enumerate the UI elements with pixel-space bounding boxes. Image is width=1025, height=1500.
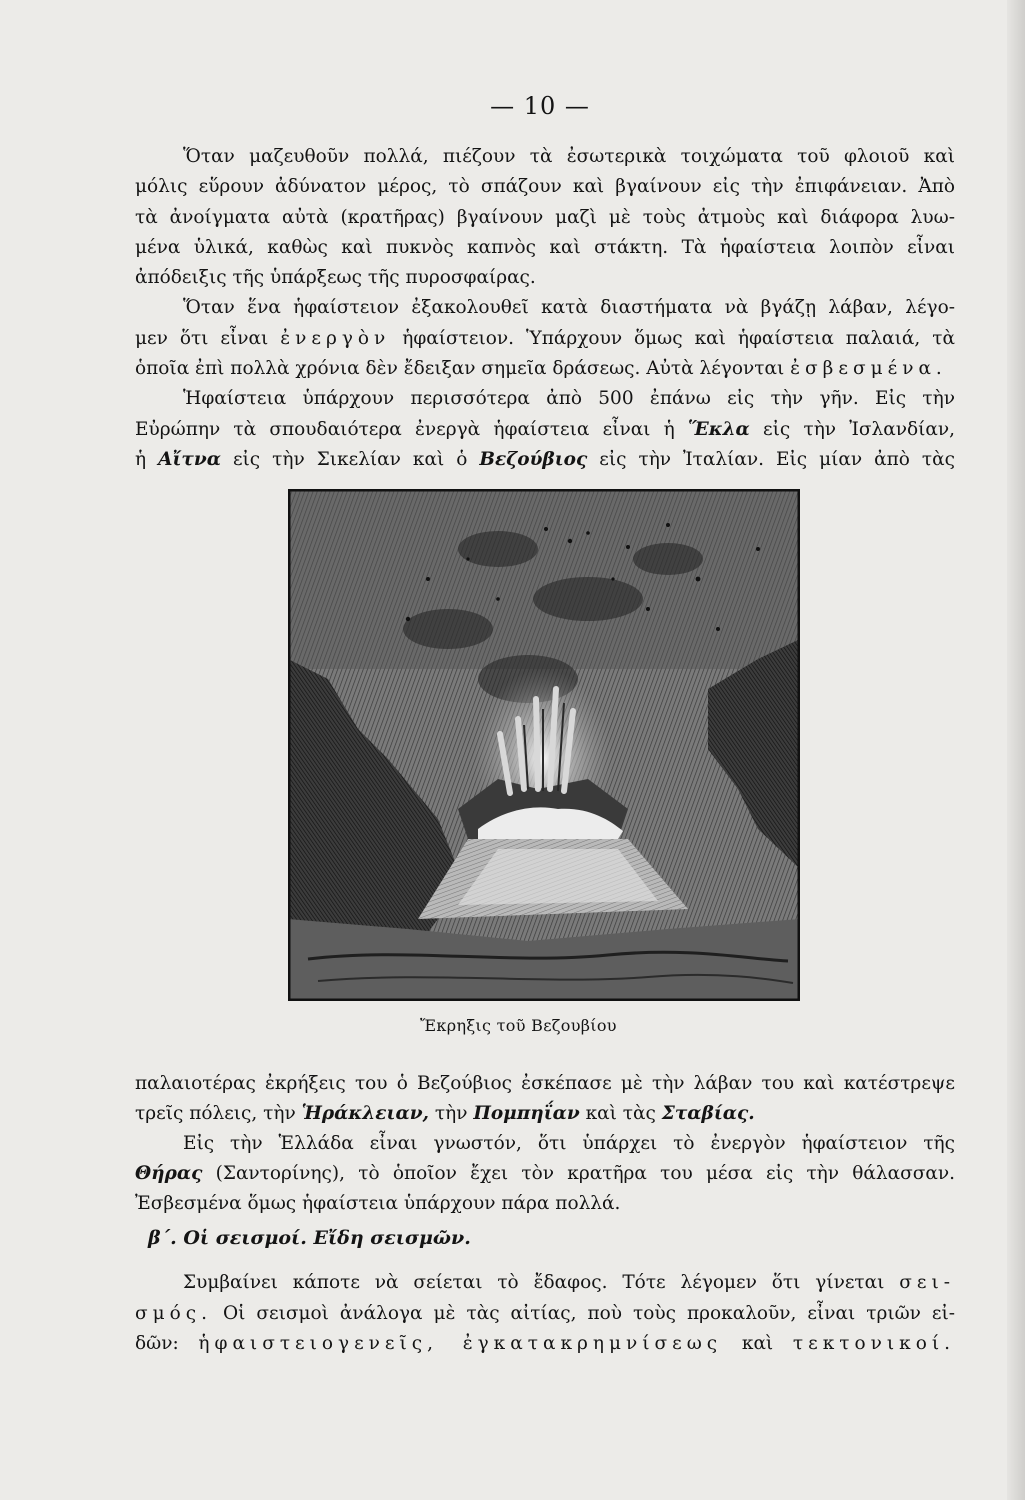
vesuvius-eruption-engraving (288, 489, 800, 1001)
term-earthquake-types: ἡφαιστειογενεῖς, ἐγκατακρημνίσεως (198, 1333, 723, 1354)
text-line (135, 1329, 955, 1360)
term-vesuvius: Βεζούβιος (479, 448, 588, 470)
section-heading: β΄. Οἱ σεισμοί. Εἴδη σεισμῶν. (148, 1227, 471, 1249)
text-fragment: Συμβαίνει κάποτε νὰ σείεται τὸ ἔδαφος. Τότε λέγομεν ὅτι γίνεται (183, 1272, 885, 1293)
text-line: Ὅταν ἕνα ἡφαίστειον ἐξακολουθεῖ κατὰ διαστήματα νὰ βγάζῃ λάβαν, λέγο- (183, 297, 955, 319)
text-fragment: μεν ὅτι εἶναι (135, 327, 269, 349)
text-line: μένα ὑλικά, καθὼς καὶ πυκνὸς καπνὸς καὶ στάκτη. Τὰ ἡφαίστεια λοιπὸν εἶναι (135, 236, 955, 258)
term-extinct-volcano: ἐσβεσμένα. (790, 358, 947, 380)
text-fragment: ἡ (135, 448, 147, 470)
term-stabiae: Σταβίας. (661, 1103, 755, 1124)
figure-caption: Ἔκρηξις τοῦ Βεζουβίου (420, 1016, 617, 1035)
text-line (135, 354, 955, 384)
text-fragment: ὁποῖα ἐπὶ πολλὰ χρόνια δὲν ἔδειξαν σημεῖα δράσεως. Αὐτὰ λέγονται (135, 358, 785, 380)
text-fragment: τρεῖς πόλεις, τὴν (135, 1103, 296, 1124)
text-line (135, 1299, 955, 1330)
page-number: — 10 — (490, 92, 590, 120)
text-fragment: καὶ (741, 1333, 774, 1354)
text-fragment: Οἱ σεισμοὶ ἀνάλογα μὲ τὰς αἰτίας, ποὺ τοὺς προκαλοῦν, εἶναι τριῶν εἰ- (223, 1302, 955, 1324)
text-line (135, 324, 955, 354)
term-herculaneum: Ἡράκλειαν, (301, 1103, 429, 1124)
term-tectonic: τεκτονικοί. (792, 1333, 955, 1354)
text-line (135, 1268, 955, 1299)
term-earthquake: σει- (899, 1272, 955, 1293)
text-line: Ὅταν μαζευθοῦν πολλά, πιέζουν τὰ ἐσωτερικὰ τοιχώματα τοῦ φλοιοῦ καὶ (183, 146, 955, 167)
text-fragment: δῶν: (135, 1333, 179, 1354)
term-etna: Αἴτνα (158, 448, 221, 470)
term-thera: Θήρας (135, 1163, 203, 1184)
text-line: μόλις εὕρουν ἀδύνατον μέρος, τὸ σπάζουν καὶ βγαίνουν εἰς τὴν ἐπιφάνειαν. Ἀπὸ (135, 176, 955, 198)
text-fragment: καὶ τὰς (585, 1103, 656, 1124)
text-fragment: εἰς τὴν Σικελίαν καὶ ὁ (232, 448, 468, 470)
text-line (135, 1159, 955, 1189)
text-fragment: Εὐρώπην τὰ σπουδαιότερα ἐνεργὰ ἡφαίστεια εἶναι ἡ (135, 418, 675, 440)
text-line: ἀπόδειξις τῆς ὑπάρξεως τῆς πυροσφαίρας. (135, 267, 536, 289)
text-line (135, 1099, 955, 1129)
text-line: Ἐσβεσμένα ὅμως ἡφαίστεια ὑπάρχουν πάρα πολλά. (135, 1193, 621, 1214)
page-edge (1007, 0, 1025, 1500)
text-line: παλαιοτέρας ἐκρήξεις του ὁ Βεζούβιος ἐσκέπασε μὲ τὴν λάβαν του καὶ κατέστρεψε (135, 1073, 955, 1094)
text-block-top (135, 142, 955, 475)
text-line (135, 415, 955, 445)
text-fragment: εἰς τὴν Ἰταλίαν. Εἰς μίαν ἀπὸ τὰς (599, 448, 956, 470)
term-active-volcano: ἐνεργὸν (280, 327, 391, 349)
text-block-bottom (135, 1268, 955, 1360)
text-fragment: τὴν (434, 1103, 468, 1124)
text-line: τὰ ἀνοίγματα αὐτὰ (κρατῆρας) βγαίνουν μαζὶ μὲ τοὺς ἀτμοὺς καὶ διάφορα λυω- (135, 206, 955, 228)
text-block-middle (135, 1069, 955, 1219)
text-fragment: (Σαντορίνης), τὸ ὁποῖον ἔχει τὸν κρατῆρα του μέσα εἰς τὴν θάλασσαν. (215, 1163, 955, 1184)
text-line (135, 445, 955, 475)
term-hekla: Ἕκλα (688, 418, 750, 440)
term-earthquake-end: σμός. (135, 1302, 213, 1324)
text-line: Ἡφαίστεια ὑπάρχουν περισσότερα ἀπὸ 500 ἐπάνω εἰς τὴν γῆν. Εἰς τὴν (183, 388, 955, 410)
text-line: Εἰς τὴν Ἑλλάδα εἶναι γνωστόν, ὅτι ὑπάρχει τὸ ἐνεργὸν ἡφαίστειον τῆς (183, 1133, 955, 1154)
text-fragment: εἰς τὴν Ἰσλανδίαν, (763, 418, 955, 440)
text-fragment: ἡφαίστειον. Ὑπάρχουν ὅμως καὶ ἡφαίστεια παλαιά, τὰ (402, 327, 955, 349)
term-pompeii: Πομπηΐαν (473, 1103, 580, 1124)
